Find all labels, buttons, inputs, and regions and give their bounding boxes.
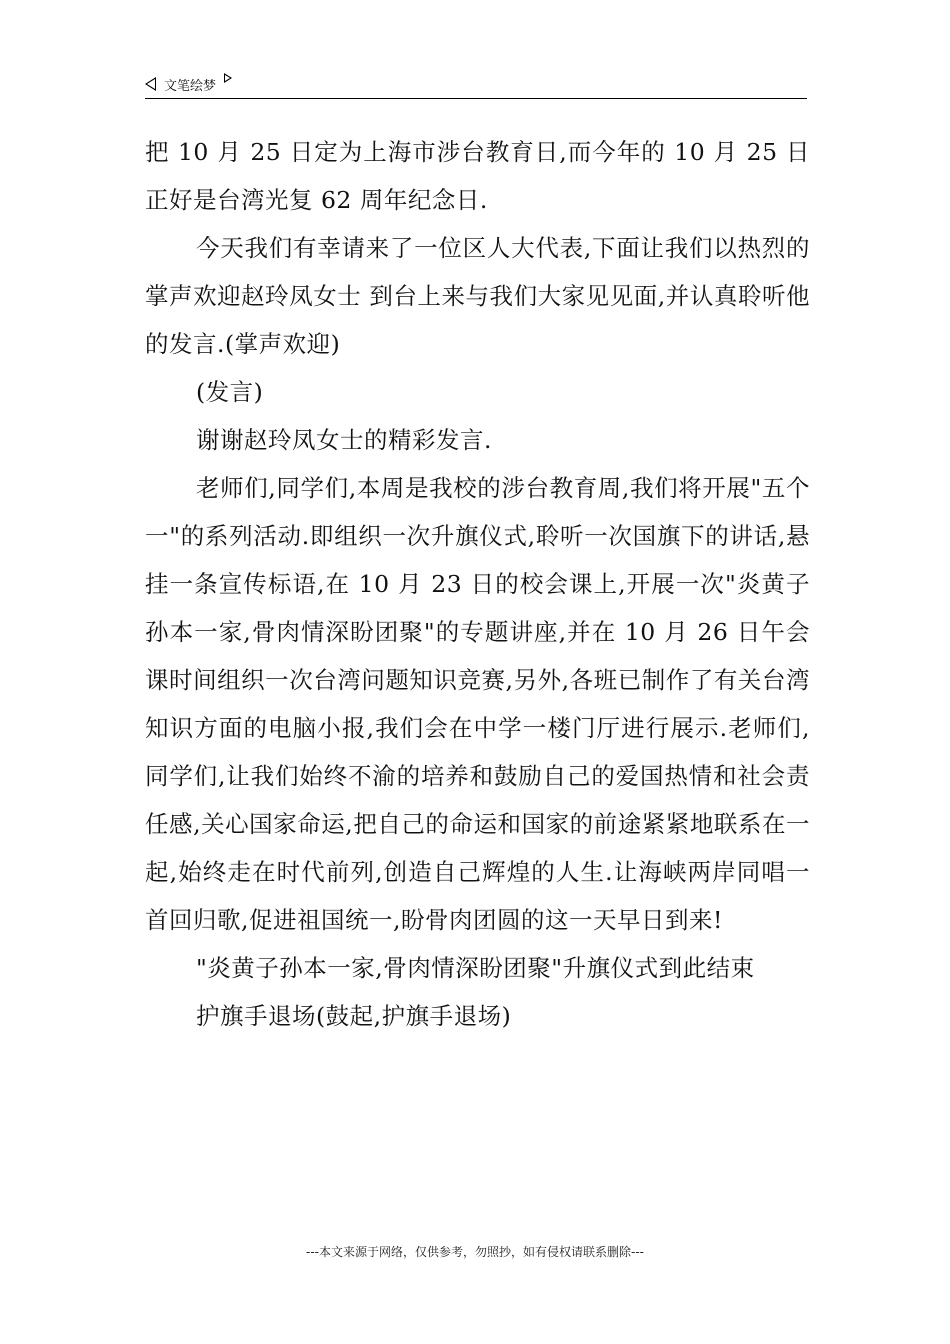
page-footer: ---本文来源于网络，仅供参考，勿照抄，如有侵权请联系删除--- [306,1245,644,1259]
paragraph: (发言) [196,378,264,406]
document-body [145,128,810,1040]
triangle-right-icon [224,73,232,83]
paragraph: "炎黄子孙本一家,骨肉情深盼团聚"升旗仪式到此结束 [196,954,755,982]
page-header [145,70,807,99]
paragraph: 把 10 月 25 日定为上海市涉台教育日,而今年的 10 月 25 日正好是台湾光复 62 周年纪念日. [145,138,810,214]
paragraph: 老师们,同学们,本周是我校的涉台教育周,我们将开展"五个一"的系列活动.即组织一次升旗仪式,聆听一次国旗下的讲话,悬挂一条宣传标语,在 10 月 23 日的校会课上,开展一次"炎黄子孙本一家,骨肉情深盼团聚"的专题讲座,并在 10 月 26 日午会课时间组织一次台湾问题知识竞赛,另外,各班已制作了有关台湾知识方面的电脑小报,我们会在中学一楼门厅进行展示.老师们,同学们,让我们始终不渝的培养和鼓励自己的爱国热情和社会责任感,关心国家命运,把自己的命运和国家的前途紧紧地联系在一起,始终走在时代前列,创造自己辉煌的人生.让海峡两岸同唱一首回归歌,促进祖国统一,盼骨肉团圆的这一天早日到来! [145,474,810,934]
paragraph: 护旗手退场(鼓起,护旗手退场) [196,1002,512,1030]
paragraph: 谢谢赵玲凤女士的精彩发言. [196,426,492,454]
paragraph: 今天我们有幸请来了一位区人大代表,下面让我们以热烈的掌声欢迎赵玲凤女士 到台上来与我们大家见见面,并认真聆听他的发言.(掌声欢迎) [145,234,810,358]
header-brand: 文笔绘梦 [164,78,217,94]
triangle-left-icon [145,77,156,91]
